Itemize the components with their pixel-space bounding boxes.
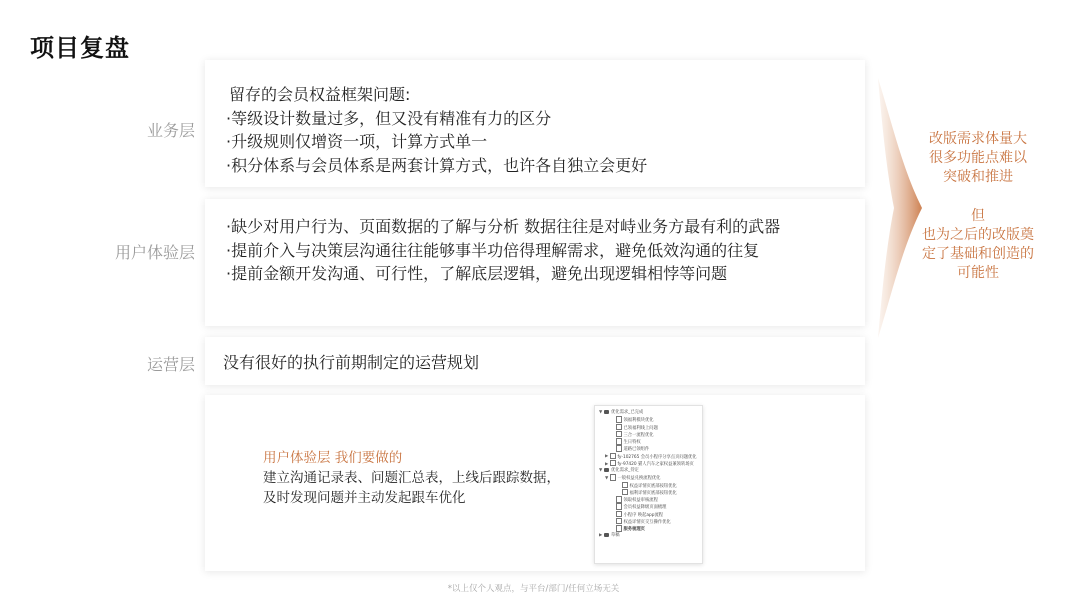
document-icon: [616, 525, 622, 532]
ux-action-heading: 用户体验层 我们要做的: [263, 450, 403, 466]
text-line: ·升级规则仅增资一项，计算方式单一: [226, 132, 488, 151]
chevron-down-icon[interactable]: ▼: [599, 468, 603, 473]
folder-icon: [604, 468, 609, 472]
text-line: 没有很好的执行前期制定的运营规划: [223, 353, 480, 372]
tree-item-label: 优化需求_已完成: [611, 410, 644, 415]
text-line: 留存的会员权益框架问题:: [229, 85, 411, 104]
tree-item[interactable]: [597, 453, 700, 460]
text-line: 可能性: [957, 265, 999, 281]
tree-item[interactable]: [597, 503, 700, 510]
folder-icon: [604, 533, 609, 537]
tree-item-label: 领取权益审核流程: [623, 497, 658, 503]
document-icon: [610, 460, 616, 467]
text-line: 建立沟通记录表、问题汇总表，上线后跟踪数据，: [263, 470, 560, 486]
text-line: 定了基础和创造的: [922, 246, 1034, 262]
tree-item-label: 领福利模块优化: [623, 418, 654, 423]
conclusion-bottom: [918, 207, 1038, 283]
text-line: 但: [971, 208, 985, 224]
tree-item[interactable]: [597, 416, 700, 423]
document-icon: [610, 474, 616, 481]
folder-icon: [604, 410, 609, 414]
operations-layer-label: 运营层: [146, 355, 195, 374]
tree-item-label: 服务梳理页: [623, 526, 645, 532]
document-icon: [616, 518, 622, 525]
conclusion-top: [918, 130, 1038, 187]
tree-item[interactable]: [597, 511, 700, 518]
tree-item-label: fy-102765 会员小程序分享点页问题优化: [617, 454, 697, 460]
document-icon: [610, 453, 616, 460]
tree-item-label: 小程序 唤起app流程: [623, 512, 664, 518]
operations-layer-text: [223, 351, 479, 375]
tree-item[interactable]: [597, 438, 700, 445]
document-icon: [616, 511, 622, 518]
tree-item-label: 会员权益降级页面梳理: [623, 505, 667, 510]
document-icon: [616, 416, 622, 423]
tree-item-label: 优化需求_待定: [611, 468, 639, 473]
tree-item-label: 权益详情页底部按钮优化: [629, 483, 677, 489]
ux-layer-text: [226, 215, 780, 286]
tree-item-label: 已领福利线上问题: [623, 425, 658, 431]
text-line: 突破和推进: [943, 169, 1013, 185]
text-line: ·提前金额开发沟通、可行性，了解底层逻辑，避免出现逻辑相悖等问题: [226, 264, 728, 283]
tree-item[interactable]: [597, 445, 700, 452]
chevron-right-icon[interactable]: ▶: [599, 533, 603, 539]
tree-item[interactable]: [597, 424, 700, 431]
tree-item-label: fy-97420 猫人汽车之家权益兼领转场页: [617, 461, 694, 467]
tree-item-label: 生日特权: [623, 439, 641, 445]
tree-item[interactable]: [597, 474, 700, 481]
text-line: ·等级设计数量过多，但又没有精准有力的区分: [226, 108, 552, 128]
tree-item-label: 一般权益兑换流程优化: [617, 476, 661, 481]
chevron-right-icon[interactable]: ▶: [605, 461, 609, 467]
tree-item[interactable]: [597, 482, 700, 489]
document-icon: [616, 503, 622, 510]
tree-item[interactable]: [597, 525, 700, 532]
document-icon: [616, 424, 622, 431]
text-line: ·积分体系与会员体系是两套计算方式，也许各自独立会更好: [226, 155, 648, 175]
business-layer-label: 业务层: [146, 121, 195, 140]
ux-layer-label: 用户体验层: [114, 243, 195, 262]
document-icon: [616, 431, 622, 438]
document-icon: [616, 438, 622, 445]
ux-action-body: [263, 468, 560, 508]
tree-item[interactable]: [597, 431, 700, 438]
text-line: 很多功能点难以: [929, 150, 1027, 166]
text-line: 改版需求体量大: [929, 131, 1027, 147]
document-icon: [616, 496, 622, 503]
text-line: 也为之后的改版奠: [922, 227, 1034, 243]
tree-item-label: 三合一流程优化: [623, 432, 654, 438]
tree-item[interactable]: [597, 496, 700, 503]
chevron-down-icon[interactable]: ▼: [599, 410, 603, 415]
document-icon: [622, 489, 628, 496]
business-layer-text: [226, 83, 647, 177]
document-icon: [622, 482, 628, 489]
text-line: ·提前介入与决策层沟通往往能够事半功倍得理解需求，避免低效沟通的往复: [226, 240, 760, 260]
page-title: 项目复盘: [30, 34, 130, 62]
tree-item-label: 福利详情页底部按钮优化: [629, 490, 677, 496]
text-line: 及时发现问题并主动发起跟车优化: [263, 490, 466, 506]
tree-item[interactable]: [597, 409, 700, 416]
tree-item[interactable]: [597, 518, 700, 525]
tree-item[interactable]: [597, 460, 700, 467]
tree-item-label: 权益详情页交互操作优化: [623, 519, 671, 525]
tree-item-label: 道路已领组件: [623, 447, 650, 452]
tree-item-label: 草稿: [611, 533, 620, 539]
disclaimer-footer: *以上仅个人观点，与平台/部门/任何立场无关: [447, 584, 620, 594]
document-tree-screenshot: [594, 405, 703, 564]
tree-item[interactable]: [597, 467, 700, 474]
text-line: ·缺少对用户行为、页面数据的了解与分析 数据往往是对峙业务方最有利的武器: [226, 217, 781, 236]
chevron-down-icon[interactable]: ▼: [605, 476, 609, 481]
chevron-right-icon[interactable]: ▶: [605, 454, 609, 460]
document-icon: [616, 445, 622, 452]
tree-item[interactable]: [597, 532, 700, 539]
tree-item[interactable]: [597, 489, 700, 496]
